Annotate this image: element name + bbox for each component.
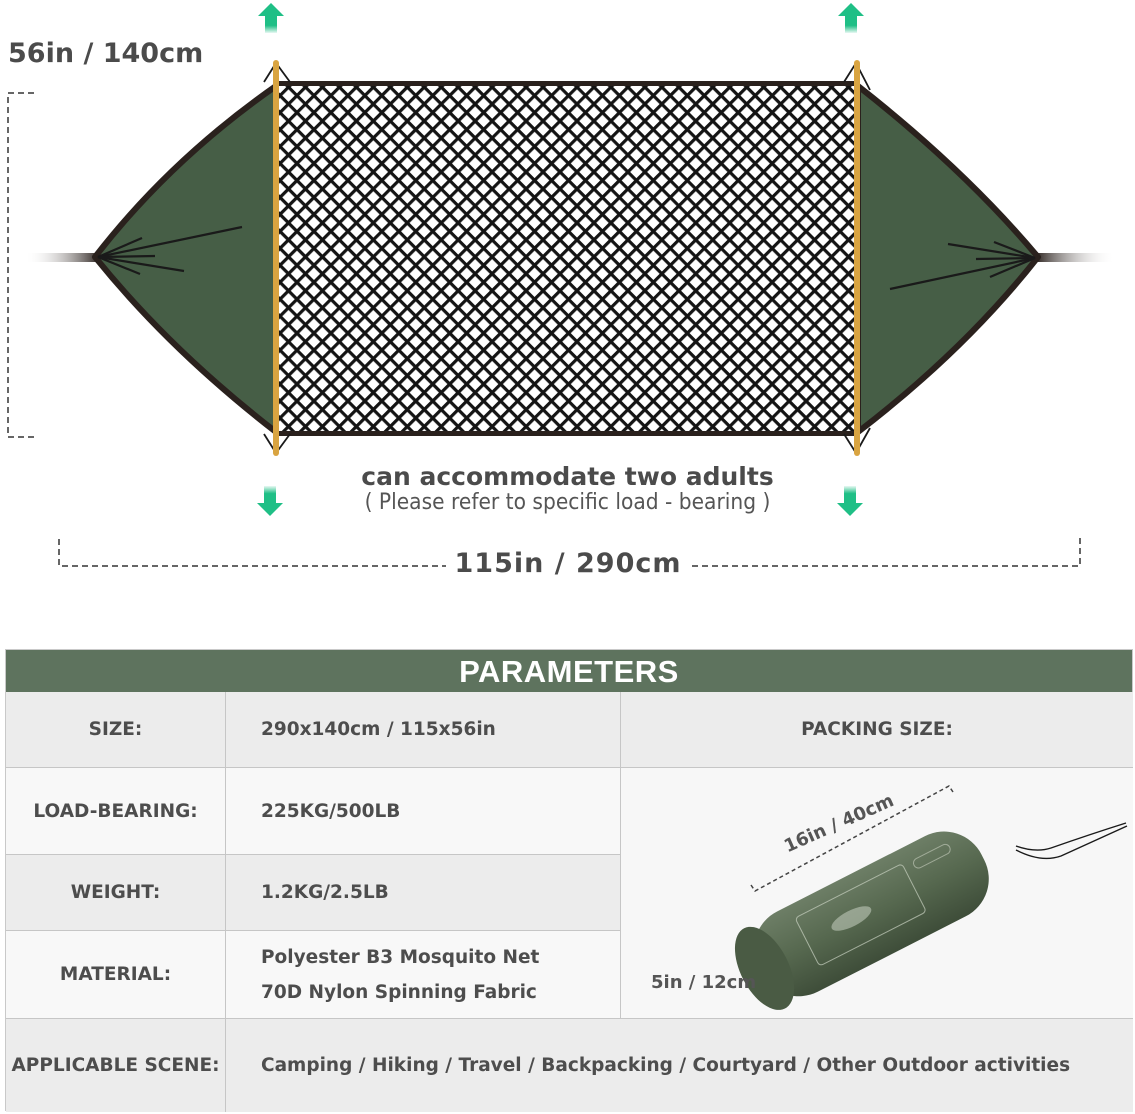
- row-label-weight: WEIGHT:: [6, 855, 226, 931]
- packing-size-label: PACKING SIZE:: [621, 692, 1133, 768]
- width-dimension-label: 115in / 290cm: [446, 548, 690, 579]
- height-dimension-label: 56in / 140cm: [8, 38, 204, 69]
- parameters-table: [5, 649, 1133, 1111]
- row-value-material: [226, 931, 621, 1019]
- row-label-material: MATERIAL:: [6, 931, 226, 1019]
- left-spreader-bar: [273, 60, 279, 456]
- parameters-title: PARAMETERS: [6, 650, 1132, 692]
- row-value-load-bearing: 225KG/500LB: [226, 768, 621, 855]
- material-line-1: Polyester B3 Mosquito Net: [261, 946, 540, 968]
- arrow-up-icon: [258, 3, 284, 33]
- row-label-applicable-scene: APPLICABLE SCENE:: [6, 1019, 226, 1112]
- capacity-caption: can accommodate two adults: [361, 462, 774, 491]
- arrow-up-icon: [838, 3, 864, 33]
- mosquito-net-mesh: [277, 83, 857, 434]
- right-spreader-bar: [854, 60, 860, 456]
- row-label-load-bearing: LOAD-BEARING:: [6, 768, 226, 855]
- row-value-size: 290x140cm / 115x56in: [226, 692, 621, 768]
- right-rope: [1035, 253, 1115, 262]
- packing-diameter-label: 5in / 12cm: [651, 972, 757, 993]
- row-value-weight: 1.2KG/2.5LB: [226, 855, 621, 931]
- material-line-2: 70D Nylon Spinning Fabric: [261, 981, 537, 1003]
- left-rope: [25, 253, 100, 262]
- height-dimension-bracket: [8, 93, 36, 437]
- packing-size-image: [621, 768, 1133, 1019]
- row-value-applicable-scene: Camping / Hiking / Travel / Backpacking / Courtyard / Other Outdoor activities: [226, 1019, 1133, 1112]
- capacity-note: ( Please refer to specific load - bearing ): [364, 490, 771, 515]
- row-label-size: SIZE:: [6, 692, 226, 768]
- left-fabric-end: [95, 86, 276, 432]
- packing-length-label: 16in / 40cm: [781, 790, 897, 858]
